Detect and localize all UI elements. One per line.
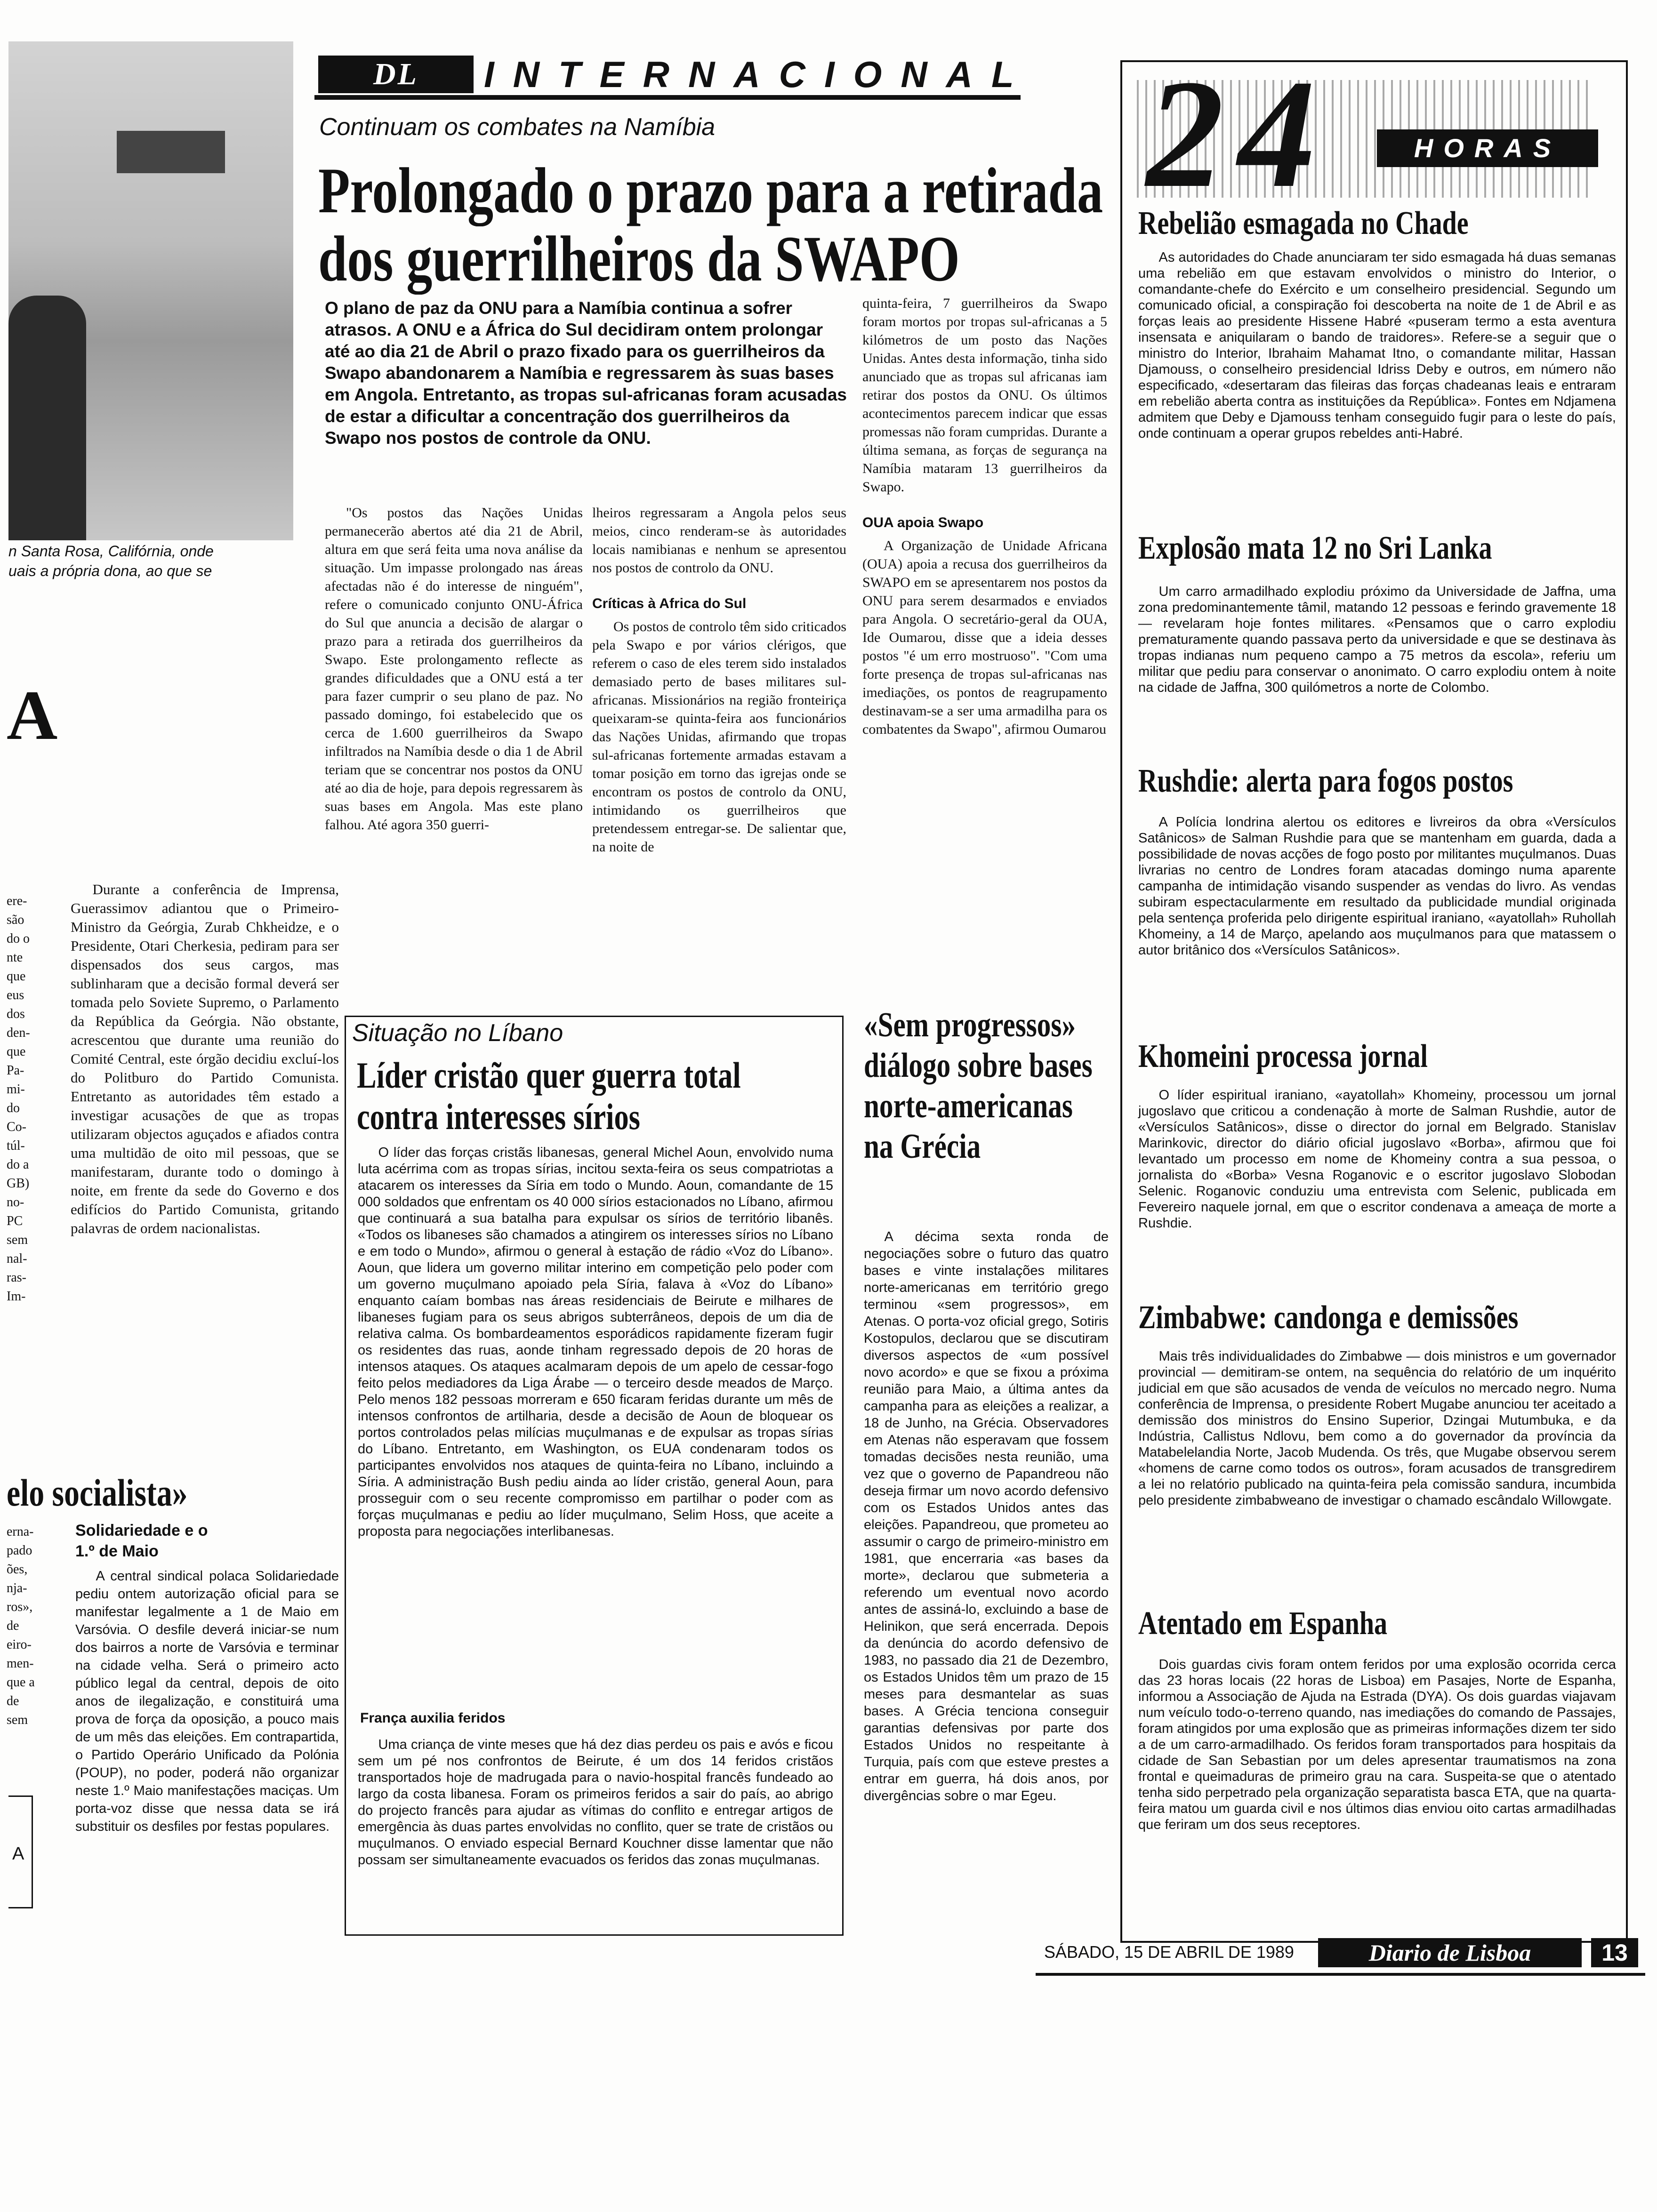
horas-item-5-title: Zimbabwe: candonga e demissões xyxy=(1138,1299,1519,1336)
lebanon-headline-line-2: contra interesses sírios xyxy=(357,1096,640,1137)
main-col-2: lheiros regressaram a Angola pelos seus meios, cinco renderam-se às autoridades locais namibianas e nenhum se apresentou nos postos de controlo da ONU. Críticas à Africa do Sul Os postos de controlo têm sido criticados pela Swapo e por vários clérigos, que referem o caso de eles terem sido instalados demasiado perto de bases militares sul-africanas. Missionários na região fronteiriça queixaram-se quinta-feira aos funcionários das Nações Unidas, afirmando que tropas sul-africanas fortemente armadas estavam a tomar posição em torno das igrejas onde se encontram os postos de controlo da ONU, intimidando os guerrilheiros que pretendessem entregar-se. De salientar que, na noite de xyxy=(592,505,846,855)
page-number: 13 xyxy=(1591,1938,1638,1967)
horas-item-1-text: As autoridades do Chade anunciaram ter sido esmagada há duas semanas uma rebelião em que estavam envolvidos o ministro do Interior, o comandante-chefe do Exército e um conselheiro presidencial. Segundo um comunicado oficial, a conspiração foi descoberta na noite de 1 de Abril e as forças leais ao presidente Hissene Habré «puseram termo a esta aventura insensata e aniquilaram o bando de traidores». Refere-se a seguir que o ministro do Interior, Ibrahaim Mahamat Itno, o comandante militar, Hassan Djamouss, o conselheiro presidencial Idriss Deby e outros, em número não especificado, «desertaram das fileiras das forças chadeanas leais e entraram em rebelião aberta contra as instituições da República». Fontes em Ndjamena admitem que Deby e Djamouss tenham conseguido fugir para o leste do país, onde continuam a operar grupos rebeldes anti-Habré. xyxy=(1138,250,1616,441)
photo-wall-sign xyxy=(117,131,225,173)
footer-masthead: Diario de Lisboa xyxy=(1318,1938,1582,1967)
subhead-criticas: Críticas à Africa do Sul xyxy=(592,596,747,611)
horas-label: HORAS xyxy=(1377,129,1598,167)
main-col-1: "Os postos das Nações Unidas permanecerão abertos até dia 21 de Abril, altura em que será feita uma nova análise da situação. Um impasse prolongado nas áreas afectadas não é do interesse de ninguém", refere o comunicado conjunto ONU-África do Sul que anuncia a decisão de alargar o prazo para a retirada dos guerrilheiros da Swapo. Este prolongamento reflecte as grandes dificuldades que a ONU está a ter para fazer cumprir o seu plano de paz. No passado domingo, foi estabelecido que os cerca de 1.600 guerrilheiros da Swapo infiltrados na Namíbia desde o dia 1 de Abril teriam que se concentrar nos postos da ONU até ao dia de hoje, para depois regressarem às suas bases em Angola. Mas este plano falhou. Até agora 350 guerri- xyxy=(325,505,583,833)
horas-banner xyxy=(1137,48,1589,220)
left-big-letter: A xyxy=(7,676,58,754)
horas-item-2-title: Explosão mata 12 no Sri Lanka xyxy=(1138,530,1492,566)
photo-person xyxy=(8,296,86,540)
main-col-3: quinta-feira, 7 guerrilheiros da Swapo foram mortos por tropas sul-africanas a 5 kilómetros de um posto das Nações Unidas. Antes desta informação, tinha sido anunciado que as tropas sul africanas iam retirar dos postos da ONU. Os últimos acontecimentos parecem indicar que essas promessas não foram cumpridas. Durante a última semana, as forças de segurança na Namíbia mataram 13 guerrilheiros da Swapo. OUA apoia Swapo A Organização de Unidade Africana (OUA) apoia a recusa dos guerrilheiros da SWAPO em se apresentarem nos postos da ONU para serem desarmados e enviados para Angola. O secretário-geral da OUA, Ide Oumarou, disse que a ideia desses postos "é um erro mostruoso". "Com uma forte presença de tropas sul-africanas nas imediações, os pontos de reagrupamento destinavam-se a ser uma armadilha para os combatentes da Swapo", afirmou Oumarou xyxy=(862,296,1107,737)
horas-item-6-title: Atentado em Espanha xyxy=(1138,1605,1387,1642)
horas-number: 24 xyxy=(1146,48,1330,220)
left-gutter-words-2: erna- pado ões, nja- ros», de eiro- men- que a de sem xyxy=(7,1524,35,1727)
main-lead: O plano de paz da ONU para a Namíbia continua a sofrer atrasos. A ONU e a África do Sul decidiram ontem prolongar até ao dia 21 de Abril o prazo fixado para os guerrilheiros da Swapo abandonarem a Namíbia e regressarem às suas bases em Angola. Entretanto, as tropas sul-africanas foram acusadas de estar a dificultar a concentração dos guerrilheiros da Swapo nos postos de controle da ONU. xyxy=(325,298,847,448)
left-gutter-words: ere- são do o nte que eus dos den- que Pa- mi- do Co- túl- do a GB) no- PC sem nal- ras- Im- xyxy=(7,894,30,1304)
horas-item-6-text: Dois guardas civis foram ontem feridos por uma explosão ocorrida cerca das 23 horas locais (22 horas de Lisboa) em Pasajes, Norte de Espanha, informou a Associação de Ajuda na Estrada (DYA). Os dois guardas viajavam num veículo todo-o-terreno quando, nas imediações do comando de Passajes, foram atingidos por uma explosão que as primeiras informações dizem ter sido a de um carro-armadilhado. Os feridos foram transportados para hospitais da cidade de San Sebastian por um deles apresentar traumatismos na zona frontal e queimaduras de primeiro grau na cara. Suspeita-se que o atentado tenha sido perpetrado pela organização separatista basca ETA, que na quarta-feira matou um guarda civil e nos últimos dias enviou oito cartas armadilhadas que feriram um dos seus receptores. xyxy=(1138,1657,1616,1832)
horas-item-3-text: A Polícia londrina alertou os editores e livreiros da obra «Versículos Satânicos» de Salman Rushdie para que se mantenham em guarda, dada a possibilidade de novas acções de fogo posto por militantes muçulmanos. Duas livrarias no centro de Londres foram atacadas domingo numa aparente campanha de intimidação visando suspender as vendas do livro. As vendas subiram espectacularmente em resultado da publicidade mundial originada pela sentença proferida pelo dirigente espiritual iraniano, «ayatollah» Ruhollah Khomeiny, a 14 de Março, apelando aos muçulmanos para que matassem o autor britânico dos «Versículos Satânicos». xyxy=(1138,815,1616,958)
horas-item-5-text: Mais três individualidades do Zimbabwe — dois ministros e um governador provincial — demitiram-se ontem, na sequência do relatório de um inquérito judicial em que são acusados de venda de veículos no mercado negro. Numa conferência de Imprensa, o presidente Robert Mugabe anunciou ter aceitado a demissão dos ministros do Ensino Superior, Dzingai Mutumbuka, e da Indústria, Callistus Ndlovu, bem como a do governador da província da Matabelelandia Norte, Jacob Mudenda. Os três, que Mugabe observou serem «homens de carne como todos os outros», foram acusados de transgredirem a lei no relatório publicado na quinta-feira pela comissão sandura, incumbida pelo presidente zimbabweano de investigar o chamado escândalo Willowgate. xyxy=(1138,1349,1616,1508)
horas-item-2-text: Um carro armadilhado explodiu próximo da Universidade de Jaffna, uma zona predominantemente tâmil, matando 12 pessoas e ferindo gravemente 18 — revelaram hoje fontes militares. «Pensamos que o carro explodiu prematuramente quando passava perto da universidade e que se destinava às tropas indianas num pequeno campo a 75 metros da escola», referiu um militar que pediu para conservar o anonimato. O carro explodiu ontem à noite na cidade de Jaffna, 300 quilómetros a norte de Colombo. xyxy=(1138,584,1616,695)
lebanon-subhead: França auxilia feridos xyxy=(360,1710,506,1726)
horas-item-1-title: Rebelião esmagada no Chade xyxy=(1138,205,1469,241)
footer-date: SÁBADO, 15 DE ABRIL DE 1989 xyxy=(1044,1942,1294,1962)
subhead-oua: OUA apoia Swapo xyxy=(862,515,984,530)
section-logo: DL xyxy=(318,56,474,93)
left-box: A xyxy=(8,1795,33,1908)
section-label: INTERNACIONAL xyxy=(484,54,1033,95)
horas-item-3-title: Rushdie: alerta para fogos postos xyxy=(1138,763,1513,799)
main-headline-line-1: Prolongado o prazo para a retirada xyxy=(318,154,1103,226)
greece-text: A décima sexta ronda de negociações sobre o futuro das quatro bases e vinte instalações militares norte-americanas em território grego terminou «sem progressos», em Atenas. O porta-voz oficial grego, Sotiris Kostopulos, declarou que se discutiram diversos aspectos de «um possível novo acordo» e que se fixou a próxima reunião para Maio, a última antes da campanha para as eleições a realizar, a 18 de Junho, na Grécia. Observadores em Atenas não esperavam que fossem tomadas decisões nesta reunião, uma vez que o governo de Papandreou não deseja firmar um novo acordo defensivo com os Estados Unidos antes das eleições. Papandreou, que prometeu ao assumir o cargo de primeiro-ministro em 1981, que encerraria «as bases da morte», declarou que submeteria a referendo um eventual novo acordo antes de assiná-lo, excluindo a base de Helinikon, que será encerrada. Depois da denúncia do acordo defensivo de 1983, no passado dia 21 de Dezembro, os Estados Unidos têm um prazo de 15 meses para desmantelar as suas bases. A Grécia tenciona conseguir garantias defensivas por parte dos Estados Unidos no respeitante à Turquia, país com que esteve prestes a entrar em guerra, há dois anos, por divergências sobre o mar Egeu. xyxy=(864,1229,1109,1803)
left-headline-fragment: elo socialista» xyxy=(7,1471,188,1514)
left-subhead-solidariedade: Solidariedade e o 1.º de Maio xyxy=(75,1522,208,1560)
lebanon-text: O líder das forças cristãs libanesas, general Michel Aoun, envolvido numa luta acérrima com as tropas sírias, incitou sexta-feira os seus compatriotas a atacarem os interesses da Síria em todo o Mundo. Aoun, comandante de 15 000 soldados que enfrentam os 40 000 sírios estacionados no Líbano, afirmou que continuará a sua batalha para expulsar os sírios de território libanês. «Todos os libaneses são chamados a atingirem os interesses sírios no Líbano e em todo o Mundo», afirmou o general à estação de rádio «Voz do Líbano». Aoun, que lidera um governo militar interino em competição pelo poder com um governo muçulmano apoiado pela Síria, falava à «Voz do Líbano» enquanto caíam bombas nas áreas residenciais de Beirute e milhares de libaneses fugiam para os seus abrigos subterrâneos, depois de um dia de relativa calma. Os bombardeamentos esporádicos rapidamente fizeram fugir os residentes das ruas, aonde tinham regressado depois de 20 horas de intensos ataques. Os ataques acalmaram depois de um apelo de cessar-fogo feito pelos mediadores da Liga Árabe — o terceiro desde meados de Março. Pelo menos 182 pessoas morreram e 650 ficaram feridas durante um mês de intensos confrontos de artilharia, desde a decisão de Aoun de bloquear os portos controlados pelas milícias muçulmanas e de expulsar as tropas sírias do Líbano. Entretanto, em Washington, os EUA condenaram todos os participantes envolvidos nos ataques de quinta-feira no Líbano, incluindo a Síria. A administração Bush pediu ainda ao líder cristão, general Aoun, para prosseguir com o seu recente compromisso em partilhar o poder com as forças muçulmanas e pediu ao líder muçulmano, Selim Hoss, que aceite a proposta para negociações interlibanesas. xyxy=(358,1145,833,1539)
footer-rule xyxy=(1036,1973,1645,1976)
main-kicker: Continuam os combates na Namíbia xyxy=(319,113,716,141)
left-article-geogia: Durante a conferência de Imprensa, Guerassimov adiantou que o Primeiro-Ministro da Geórgia, Zurab Chkheidze, e o Presidente, Otari Cherkesia, pediram para ser dispensados dos seus cargos, mas sublinharam que a decisão formal deverá ser tomada pelo Soviete Supremo, o Parlamento da República da Geórgia. Não obstante, acrescentou que durante uma reunião do Comité Central, este órgão decidiu excluí-los do Politburo do Partido Comunista. Entretanto as autoridades têm estado a investigar acusações de que as tropas utilizaram objectos aguçados e afiados contra uma multidão de oito mil pessoas, que se manifestaram, durante todo o domingo à noite, em frente da sede do Governo e dos edifícios do Partido Comunista, gritando palavras de ordem nacionalistas. xyxy=(71,881,339,1236)
main-headline-line-2: dos guerrilheiros da SWAPO xyxy=(318,223,960,295)
section-header xyxy=(314,53,1033,100)
horas-item-4-title: Khomeini processa jornal xyxy=(1138,1038,1428,1074)
horas-item-4-text: O líder espiritual iraniano, «ayatollah» Khomeiny, processou um jornal jugoslavo que criticou a condenação à morte de Salman Rushdie, autor de «Versículos Satânicos», disse o director do jornal em Belgrado. Stanislav Marinkovic, director do diário oficial jugoslavo «Borba», afirmou que foi levantado um processo em nome de Khomeiny contra a sua pessoa, o jornalista do «Borba» Vesna Roganovic e o escritor jugoslavo Slobodan Selenic. Roganovic conduziu uma entrevista com Selenic, publicada em Fevereiro naquele jornal, em que o escritor condenava a ameaça de morte a Rushdie. xyxy=(1138,1088,1616,1231)
photo-caption: n Santa Rosa, Califórnia, onde uais a própria dona, ao que se xyxy=(8,543,214,579)
greece-headline: «Sem progressos» diálogo sobre bases norte-americanas na Grécia xyxy=(864,1006,1093,1166)
lebanon-kicker: Situação no Líbano xyxy=(352,1019,563,1047)
left-article-solidariedade: A central sindical polaca Solidariedade pediu ontem autorização oficial para se manifestar legalmente a 1 de Maio em Varsóvia. O desfile deverá iniciar-se num dos bairros a norte de Varsóvia e terminar na cidade velha. Será o primeiro acto público legal da central, depois de oito anos de ilegalização, e constituirá uma prova de força da oposição, a pouco mais de um mês das eleições. Em contrapartida, o Partido Operário Unificado da Polónia (POUP), no poder, poderá não organizar neste 1.º Maio manifestações maciças. Um porta-voz disse que nessa data se irá substituir os desfiles por festas populares. xyxy=(75,1569,339,1834)
lebanon-text-2: Uma criança de vinte meses que há dez dias perdeu os pais e avós e ficou sem um pé nos confrontos de Beirute, é um dos 14 feridos cristãos transportados hoje de madrugada para o navio-hospital francês fundeado ao largo da costa libanesa. Foram os primeiros feridos a sair do país, ao abrigo do projecto francês para ajudar as vítimas do conflito e entregar artigos de emergência às duas partes envolvidas no conflito, quer se trate de cristãos ou muçulmanos. O enviado especial Bernard Kouchner disse lamentar que não possam ser simultaneamente evacuados os feridos das zonas muçulmanas. xyxy=(358,1737,833,1867)
lebanon-headline-line-1: Líder cristão quer guerra total xyxy=(357,1055,741,1096)
photo-santa-rosa xyxy=(8,41,293,540)
